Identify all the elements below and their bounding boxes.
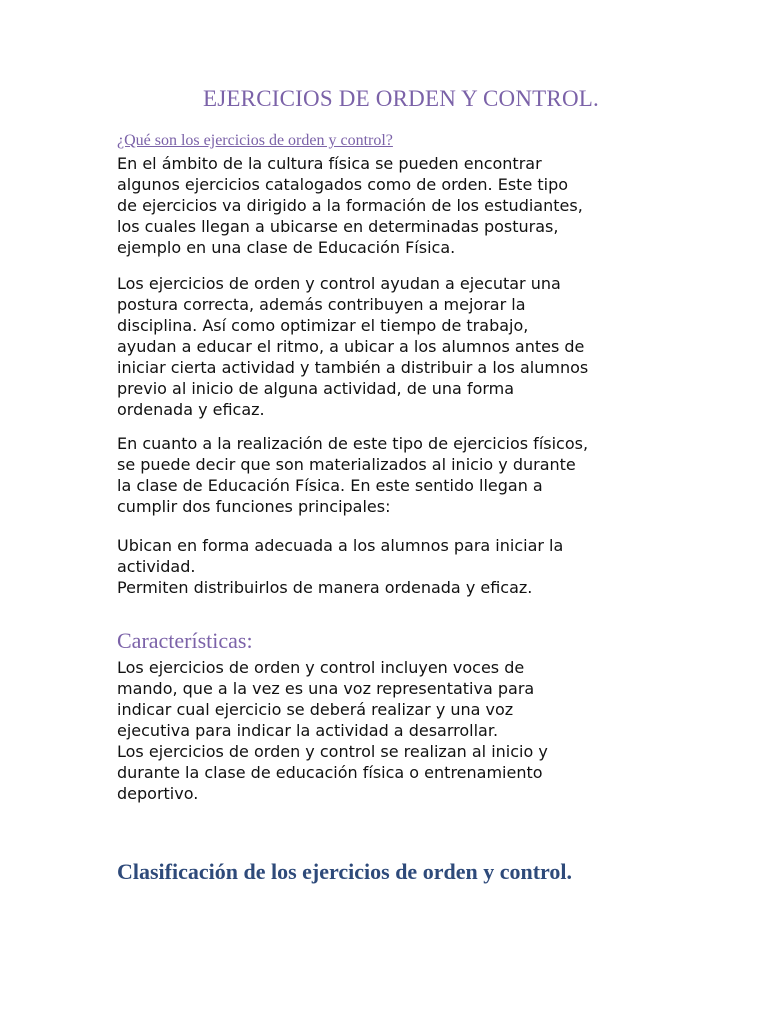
characteristics-line: Los ejercicios de orden y control se realizan al inicio y <box>117 742 548 761</box>
intro-line: los cuales llegan a ubicarse en determinadas posturas, <box>117 217 559 236</box>
characteristics-line: indicar cual ejercicio se deberá realizar y una voz <box>117 700 514 719</box>
paragraph-line: disciplina. Así como optimizar el tiempo de trabajo, <box>117 316 529 335</box>
intro-line: ejemplo en una clase de Educación Física. <box>117 238 456 257</box>
characteristics-line: mando, que a la vez es una voz representativa para <box>117 679 535 698</box>
paragraph-line: Los ejercicios de orden y control ayudan a ejecutar una <box>117 274 561 293</box>
function-line: Ubican en forma adecuada a los alumnos para iniciar la <box>117 536 564 555</box>
paragraph-line: En cuanto a la realización de este tipo de ejercicios físicos, <box>117 434 589 453</box>
characteristics-heading: Características: <box>117 628 253 653</box>
intro-line: En el ámbito de la cultura física se pueden encontrar <box>117 154 542 173</box>
section-subtitle: ¿Qué son los ejercicios de orden y control? <box>117 132 393 149</box>
paragraph-functions-intro <box>117 433 657 517</box>
paragraph-line: la clase de Educación Física. En este sentido llegan a <box>117 476 543 495</box>
characteristics-line: durante la clase de educación física o entrenamiento <box>117 763 543 782</box>
characteristics-line: deportivo. <box>117 784 199 803</box>
function-line: Permiten distribuirlos de manera ordenada y eficaz. <box>117 578 533 597</box>
paragraph-line: postura correcta, además contribuyen a mejorar la <box>117 295 526 314</box>
paragraph-line: iniciar cierta actividad y también a distribuir a los alumnos <box>117 358 589 377</box>
intro-paragraph <box>117 153 657 258</box>
paragraph-line: ayudan a educar el ritmo, a ubicar a los alumnos antes de <box>117 337 585 356</box>
characteristics-paragraph <box>117 657 657 804</box>
paragraph-line: se puede decir que son materializados al inicio y durante <box>117 455 576 474</box>
paragraph-line: previo al inicio de alguna actividad, de una forma <box>117 379 515 398</box>
functions-list <box>117 535 657 598</box>
classification-heading: Clasificación de los ejercicios de orden y control. <box>117 859 573 884</box>
characteristics-line: ejecutiva para indicar la actividad a desarrollar. <box>117 721 499 740</box>
intro-line: algunos ejercicios catalogados como de orden. Este tipo <box>117 175 569 194</box>
intro-line: de ejercicios va dirigido a la formación de los estudiantes, <box>117 196 583 215</box>
document-title: EJERCICIOS DE ORDEN Y CONTROL. <box>203 86 599 111</box>
function-line: actividad. <box>117 557 196 576</box>
paragraph-benefits <box>117 273 657 420</box>
paragraph-line: ordenada y eficaz. <box>117 400 265 419</box>
characteristics-line: Los ejercicios de orden y control incluyen voces de <box>117 658 525 677</box>
paragraph-line: cumplir dos funciones principales: <box>117 497 391 516</box>
